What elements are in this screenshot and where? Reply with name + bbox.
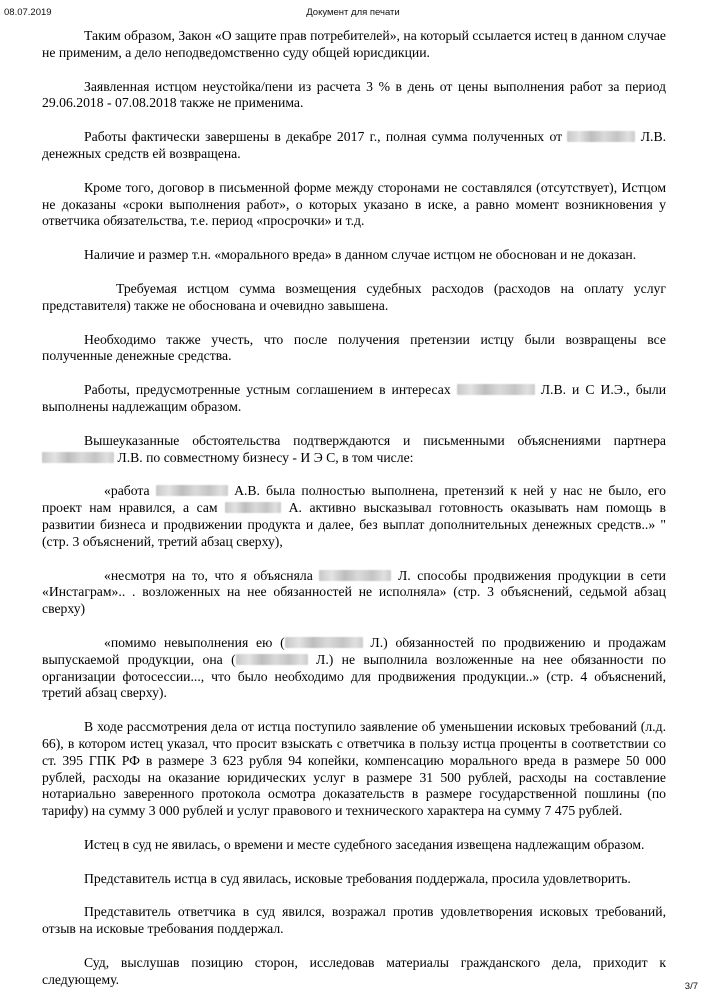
print-date: 08.07.2019 xyxy=(4,7,52,18)
print-header xyxy=(0,0,706,22)
redacted-name xyxy=(236,654,308,665)
paragraph-text: Л.В. и С И.Э., были выполнены надлежащим образом. xyxy=(42,382,667,414)
quote-text: А. активно высказывал готовность оказывать нам помощь в развитии бизнеса и продвижении продукта и далее, без выплат дополнительных денежных средств..» " (стр. 3 объяснений, третий абзац сверху), xyxy=(42,500,667,549)
paragraph-court-costs: Требуемая истцом сумма возмещения судебных расходов (расходов на оплату услуг представителя) также не обоснована и очевидно завышена. xyxy=(42,280,666,313)
redacted-name xyxy=(285,637,363,648)
paragraph-text: Работы фактически завершены в декабре 2017 г., полная сумма полученных от xyxy=(84,129,563,145)
redacted-name xyxy=(457,384,535,395)
paragraph-works-completed xyxy=(42,129,666,163)
quote-text: Л. способы продвижения продукции в сети «Инстаграм».. . возложенных на нее обязанностей не исполняла» (стр. 3 объяснений, седьмой абзац сверху) xyxy=(42,567,667,617)
redacted-name xyxy=(225,502,281,513)
paragraph-no-contract: Кроме того, договор в письменной форме между сторонами не составлялся (отсутствует), Истцом не доказаны «сроки выполнения работ», о которых указано в иске, а равно момент возникновения у ответчика обязательства, т.е. период «просрочки» и т.д. xyxy=(42,179,666,229)
paragraph-text: Работы, предусмотренные устным соглашением в интересах xyxy=(84,382,451,398)
quote-work-completed xyxy=(42,483,666,550)
quote-text: «помимо невыполнения ею ( xyxy=(104,634,285,650)
paragraph-works-performed xyxy=(42,382,666,416)
quote-text: «работа xyxy=(104,483,150,499)
paragraph-text: Л.В. по совместному бизнесу - И Э С, в том числе: xyxy=(117,449,414,465)
paragraph-text: Вышеуказанные обстоятельства подтверждаются и письменными объяснениями партнера xyxy=(84,432,666,448)
paragraph-partner-statements xyxy=(42,433,666,467)
quote-text: «несмотря на то, что я объясняла xyxy=(104,567,313,583)
quote-instagram xyxy=(42,568,666,618)
paragraph-claim-reduction: В ходе рассмотрения дела от истца поступило заявление об уменьшении исковых требований (л.д. 66), в котором истец указал, что просит взыскать с ответчика в пользу истца проценты в соответствии со ст. 395 ГПК РФ в размере 3 623 рубля 94 копейки, компенсацию морального вреда в размере 50 000 рублей, расходы на оказание юридических услуг в размере 31 500 рублей, расходы на составление нотариально заверенного протокола осмотра доказательств в размере государственной пошлины (по тарифу) на сумму 3 000 рублей и услуг правового и технического характера на сумму 7 475 рублей. xyxy=(42,719,666,819)
paragraph-consumer-law: Таким образом, Закон «О защите прав потребителей», на который ссылается истец в данном случае не применим, а дело неподведомственно суду общей юрисдикции. xyxy=(42,28,666,60)
paragraph-court-conclusion: Суд, выслушав позицию сторон, исследовав материалы гражданского дела, приходит к следующему. xyxy=(42,955,666,987)
redacted-name xyxy=(42,452,114,463)
paragraph-plaintiff-absent: Истец в суд не явилась, о времени и месте судебного заседания извещена надлежащим образом. xyxy=(84,836,645,852)
paragraph-moral-damage: Наличие и размер т.н. «морального вреда» в данном случае истцом не обоснован и не доказан. xyxy=(84,247,637,263)
print-title: Документ для печати xyxy=(306,7,400,18)
page-number: 3/7 xyxy=(684,981,698,992)
quote-text: А.В. была полностью выполнена, претензий к ней у нас не было, его проект нам нравился, а сам xyxy=(42,483,667,516)
quote-photoshoot xyxy=(42,635,666,702)
paragraph-penalty: Заявленная истцом неустойка/пени из расчета 3 % в день от цены выполнения работ за период 29.06.2018 - 07.08.2018 также не применима. xyxy=(42,78,666,111)
paragraph-defendant-representative: Представитель ответчика в суд явился, возражал против удовлетворения исковых требований, отзыв на исковые требования поддержал. xyxy=(42,904,666,937)
quote-text: Л.) обязанностей по продвижению и продажам выпускаемой продукции, она ( xyxy=(42,634,667,667)
paragraph-text: Л.В. денежных средств ей возвращена. xyxy=(42,129,666,161)
redacted-name xyxy=(156,485,228,496)
redacted-name xyxy=(567,131,635,142)
document-body xyxy=(42,28,666,1006)
quote-text: Л.) не выполнила возложенные на нее обязанности по организации фотосессии..., что было необходимо для продвижения продукции..» (стр. 4 объяснений, третий абзац сверху). xyxy=(42,651,666,701)
paragraph-plaintiff-representative: Представитель истца в суд явилась, исковые требования поддержала, просила удовлетворить. xyxy=(84,870,631,886)
paragraph-funds-returned: Необходимо также учесть, что после получения претензии истцу были возвращены все полученные денежные средства. xyxy=(42,331,666,364)
redacted-name xyxy=(319,570,391,581)
